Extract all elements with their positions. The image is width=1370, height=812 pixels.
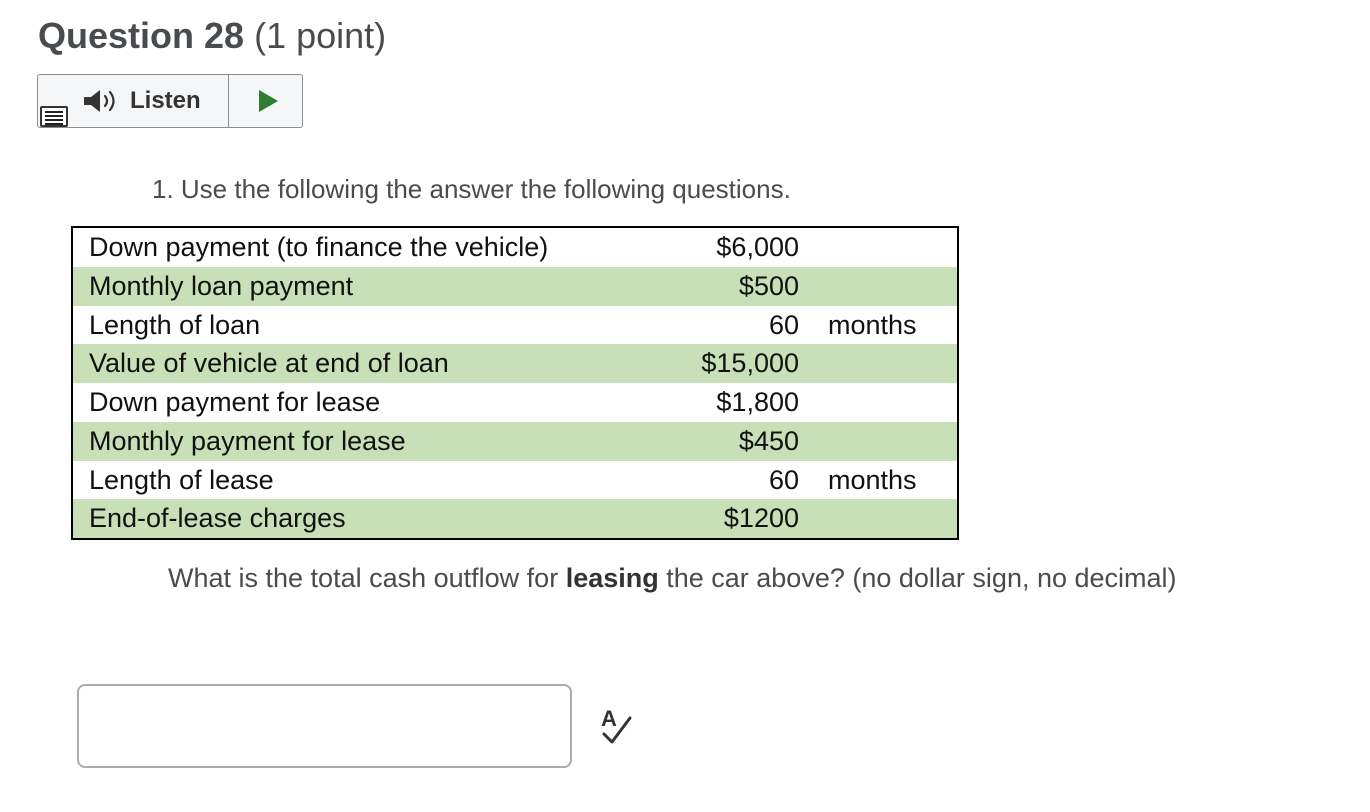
speaker-icon xyxy=(82,88,122,114)
prompt-text-before: What is the total cash outflow for xyxy=(168,563,566,593)
table-row xyxy=(73,344,957,383)
row-value: $15,000 xyxy=(701,348,799,379)
answer-input[interactable] xyxy=(77,684,572,768)
listen-label: Listen xyxy=(130,87,201,114)
row-label: Down payment (to finance the vehicle) xyxy=(89,232,549,262)
row-value: $1200 xyxy=(723,503,799,534)
table-row xyxy=(73,499,957,538)
listen-divider xyxy=(228,75,229,127)
row-label: Monthly loan payment xyxy=(89,270,354,301)
table-row xyxy=(73,422,957,461)
row-label: Down payment for lease xyxy=(89,387,381,417)
table-row xyxy=(73,228,957,267)
row-value: 60 xyxy=(768,309,799,340)
listen-button[interactable] xyxy=(82,75,224,127)
svg-text:A: A xyxy=(601,706,617,731)
row-value: $500 xyxy=(738,270,799,301)
row-value: $1,800 xyxy=(716,387,799,417)
listen-widget xyxy=(37,74,303,128)
row-value: $450 xyxy=(738,425,799,456)
table-row xyxy=(73,267,957,306)
question-title xyxy=(38,14,386,58)
row-value: $6,000 xyxy=(716,232,799,262)
row-unit: months xyxy=(828,309,917,340)
menu-icon[interactable] xyxy=(40,106,68,127)
row-unit: months xyxy=(828,464,917,495)
row-label: Value of vehicle at end of loan xyxy=(89,348,449,379)
table-row xyxy=(73,306,957,345)
play-icon xyxy=(257,89,279,113)
play-button[interactable] xyxy=(238,75,298,127)
spellcheck-icon[interactable] xyxy=(598,704,638,748)
question-prompt xyxy=(168,560,1177,596)
row-label: Length of lease xyxy=(89,464,274,495)
row-label: End-of-lease charges xyxy=(89,503,346,534)
row-value: 60 xyxy=(768,464,799,495)
instruction-text: 1. Use the following the answer the following questions. xyxy=(152,174,791,204)
prompt-text-after: the car above? (no dollar sign, no decimal) xyxy=(658,563,1177,593)
table-row xyxy=(73,461,957,500)
data-table xyxy=(71,226,959,540)
question-number: Question 28 xyxy=(38,15,245,56)
question-points: (1 point) xyxy=(254,15,387,56)
table-row xyxy=(73,383,957,422)
prompt-emphasis: leasing xyxy=(565,563,659,593)
row-label: Monthly payment for lease xyxy=(89,425,406,456)
row-label: Length of loan xyxy=(89,309,261,340)
